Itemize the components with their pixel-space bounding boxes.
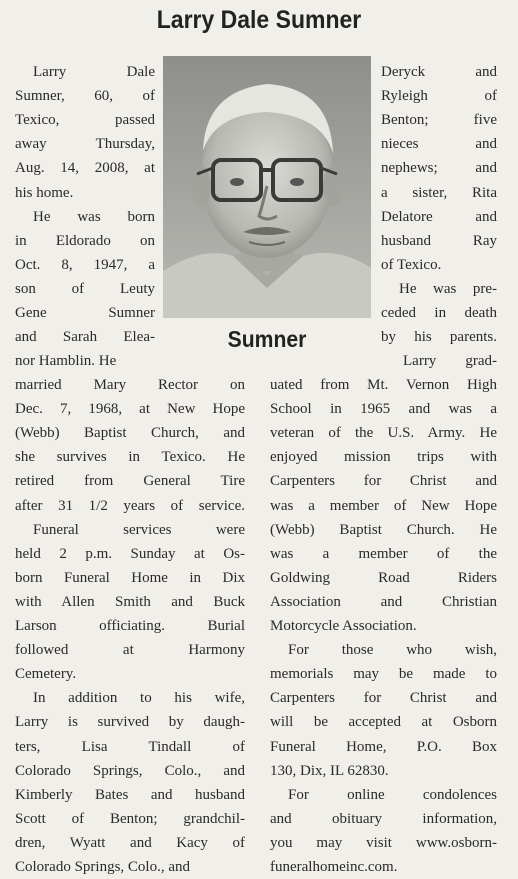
text-line: funeralhomeinc.com. xyxy=(270,859,398,875)
text-line: Larson officiating. Burial xyxy=(15,618,245,634)
text-line: held 2 p.m. Sunday at Os- xyxy=(15,545,245,562)
text-line: was a member of New Hope xyxy=(270,497,497,514)
text-line: Larry grad- xyxy=(403,353,497,370)
text-line: (Webb) Baptist Church, and xyxy=(15,425,245,442)
text-line: Motorcycle Association. xyxy=(270,618,417,634)
text-line: was a member of the xyxy=(270,545,497,562)
text-line: nephews; and xyxy=(381,160,497,177)
text-line: School in 1965 and was a xyxy=(270,401,497,418)
text-line: Goldwing Road Riders xyxy=(270,569,497,586)
text-line: Association and Christian xyxy=(270,593,497,610)
text-line: by his parents. xyxy=(381,329,497,346)
text-line: ceded in death xyxy=(381,305,497,321)
text-line: husband Ray xyxy=(381,232,497,249)
text-line: and Sarah Elea- xyxy=(15,329,155,346)
text-line: of Texico. xyxy=(381,256,442,273)
text-line: in Eldorado on xyxy=(15,232,155,249)
text-line: nor Hamblin. He xyxy=(15,353,117,370)
text-line: Larry Dale xyxy=(33,64,155,80)
text-line: you may visit www.osborn- xyxy=(270,834,497,851)
text-line: and obituary information, xyxy=(270,810,497,827)
headline: Larry Dale Sumner xyxy=(156,6,362,34)
text-line: retired from General Tire xyxy=(15,473,245,490)
text-line: dren, Wyatt and Kacy of xyxy=(15,834,245,851)
text-line: with Allen Smith and Buck xyxy=(15,593,245,610)
text-line: Colorado Springs, Colo., and xyxy=(15,859,190,875)
text-line: Gene Sumner xyxy=(15,305,155,321)
text-line: Benton; five xyxy=(381,112,497,129)
text-line: Larry is survived by daugh- xyxy=(15,714,245,731)
text-line: (Webb) Baptist Church. He xyxy=(270,521,497,538)
text-line: married Mary Rector on xyxy=(15,377,245,393)
text-line: will be accepted at Osborn xyxy=(270,714,497,731)
text-line: memorials may be made to xyxy=(270,666,497,683)
text-line: Funeral services were xyxy=(33,521,245,538)
text-line: He was born xyxy=(33,208,155,225)
text-line: enjoyed mission trips with xyxy=(270,449,497,466)
text-line: Carpenters for Christ and xyxy=(270,690,497,707)
text-line: Cemetery. xyxy=(15,666,77,683)
text-line: followed at Harmony xyxy=(15,642,245,659)
text-line: Deryck and xyxy=(381,64,497,80)
text-line: 130, Dix, IL 62830. xyxy=(270,762,389,779)
text-line: In addition to his wife, xyxy=(33,690,245,707)
text-line: Dec. 7, 1968, at New Hope xyxy=(15,401,245,418)
text-line: his home. xyxy=(15,184,74,201)
text-line: Carpenters for Christ and xyxy=(270,473,497,490)
text-line: son of Leuty xyxy=(15,280,155,297)
text-line: He was pre- xyxy=(399,280,497,297)
text-line: Aug. 14, 2008, at xyxy=(15,160,155,177)
text-line: Colorado Springs, Colo., and xyxy=(15,762,245,779)
text-line: after 31 1/2 years of service. xyxy=(15,497,245,514)
text-line: Delatore and xyxy=(381,208,497,225)
text-line: Sumner, 60, of xyxy=(15,88,155,105)
text-line: away Thursday, xyxy=(15,136,155,153)
text-line: Texico, passed xyxy=(15,112,155,129)
text-line: ters, Lisa Tindall of xyxy=(15,738,245,755)
text-line: Oct. 8, 1947, a xyxy=(15,256,155,273)
text-line: veteran of the U.S. Army. He xyxy=(270,425,497,442)
text-line: For those who wish, xyxy=(288,642,497,659)
text-line: nieces and xyxy=(381,136,497,153)
photo-caption: Sumner xyxy=(227,326,307,352)
text-line: Ryleigh of xyxy=(381,88,497,105)
text-line: Kimberly Bates and husband xyxy=(15,786,245,803)
text-line: a sister, Rita xyxy=(381,184,497,201)
text-line: Funeral Home, P.O. Box xyxy=(270,738,497,755)
text-line: she survives in Texico. He xyxy=(15,449,245,466)
text-line: uated from Mt. Vernon High xyxy=(270,377,497,393)
portrait-photo xyxy=(163,56,371,318)
text-line: Scott of Benton; grandchil- xyxy=(15,810,245,827)
text-line: born Funeral Home in Dix xyxy=(15,569,245,586)
text-line: For online condolences xyxy=(288,786,497,803)
